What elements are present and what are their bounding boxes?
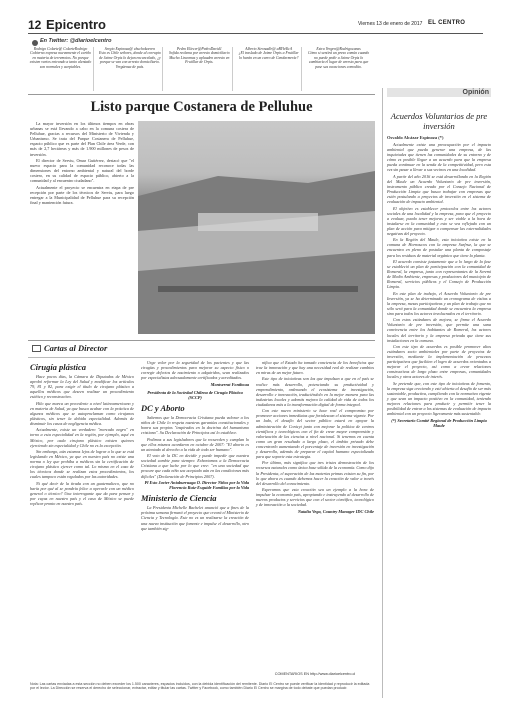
opinion-author: Osvaldo Alcázar Espinoza (*) <box>387 135 444 140</box>
letter1-title: Cirugía plástica <box>30 362 86 372</box>
letter3-body-cont <box>256 360 374 507</box>
photo-shapes <box>138 121 375 334</box>
park-photo <box>138 121 375 334</box>
header-date: Viernes 13 de enero de 2017 <box>358 21 423 27</box>
tweet-handle[interactable]: Rodrigo Colarte@ ColarteRodrigo <box>33 47 88 51</box>
cartas-rule-top <box>28 340 375 341</box>
header-rule <box>28 33 483 34</box>
tweet-text: Esto es Chile señores, donde al corrupto de Jaime Orpis lo dejan encarcelado, ¿y porque se van con arresto domiciliario. Vergüenza de país. <box>99 51 161 69</box>
paragraph: Actualmente el proyecto se encuentra en etapa de pre recepción por parte de los técnicos de Serviu, para luego entregar a la Municipalidad de Pelluhue para su recepción final y mantención futura. <box>30 184 134 205</box>
envelope-icon <box>32 345 41 352</box>
letter1-body <box>30 374 134 506</box>
twitter-strip <box>28 37 375 92</box>
paragraph: En este plan de trabajo, el Acuerdo Voluntario de pre Inversión, ya se ha determinado un cronograma de visitas a la empresa, mesas participativas y un plan de trabajo que no sólo será para la comunidad donde se encuentra la empresa sino para todos los actores involucrados en el territorio. <box>387 290 491 316</box>
twitter-label: En Twitter: @diarioelcentro <box>40 38 112 44</box>
paragraph: La mayor inversión en los últimos tiempos en obras urbanas se está llevando a cabo en la comuna costera de Pelluhue, gracias a recursos del Ministerio de Vivienda y Urbanismo. Se trata del Parque Costanera de Pelluhue, espacio público que es parte del Plan Chile área Verde, con más de 2,7 hectáreas y más de 1.900 millones de pesos de inversión. <box>30 121 134 157</box>
paragraph: Actualmente, existe un verdadero "mercado negro" en torno a esta especialidad en la región, por ejemplo, aquí en México, por cada cirujano plástico existen quienes ejerciendo sin especialidad y Chile no es la excepción. <box>30 427 134 448</box>
paragraph: Sin embargo, aún estamos lejos de lograr a lo que se está legislando en México, ya que en nuestro país no existe una norma o ley que prohíba a médicos sin la certificación de cirujano plástico ejercer como tal. Lo mismo en el caso de los técnicos donde se realizan estos procedimientos, los cuales tampoco están regulados por las autoridades. <box>30 448 134 480</box>
paragraph: Con este nuevo ministerio se hace real el compromiso por promover acciones inmediatas que fortalezcan el sistema vigente. Por un lado, el desafío del sector público estará en apoyar la administración de Conicyt junto con mejorar la política de centros científicos y tecnológicos con el fin de crear mayor comprensión y valorización de las ciencias a nivel nacional. Si tenemos en cuenta como un gran resultado a largo plazo, el ámbito privado debe concentrarlo aumentando el porcentaje de inversión en investigación y desarrollo, además de preparar el capital humano especializado para que soporte esta estrategia. <box>256 408 374 460</box>
tweet <box>236 47 302 91</box>
tweet-list <box>28 47 375 92</box>
paragraph: Se pretende que, con este tipo de iniciativas de fomento, la empresa siga creciendo y esté abierta al desafío de ser más sustentable, productiva, cumpliendo con la normativa vigente y que sean un impacto positivo en la comunidad, teniendo mejores relaciones para producir y permitir tener la posibilidad de entrar a los sistemas de evaluación de impacto ambiental con un proyecto ligeramente más sustentable. <box>387 380 491 417</box>
paragraph: El acuerdo consiste justamente que a lo largo de la fase se estableció un plan de participación con la comunidad de Romeral, la empresa, junto con representantes de la Seremi de Medio Ambiente, empresas y productores del municipio de Romeral, servicios públicos y el Consejo de Producción Limpia. <box>387 258 491 290</box>
paragraph: En la Región del Maule, esta iniciativa existe en la comuna de Hornoucos con la empresa Surfruz, la que se encuentra en pleno de postular una planta de compostaje para los residuos de material orgánico que tiene la planta. <box>387 237 491 258</box>
opinion-signature: (*) Secretario Comité Regional de Producción Limpia Maule <box>391 417 487 428</box>
paragraph: Sabemos que la Democracia Cristiana pueda valorar a los niños de Chile lo respeta nuestras garantías constitucionales y honra sus propios "inspirados en la doctrina del humanismo cristiano". Su Declaración de Principios así lo establece. <box>141 415 249 436</box>
tweet-text: ¿El traslado de Jaime Orpis a Frutillar lo harán en un carro de Gendarmería? <box>238 51 299 60</box>
paragraph: El objetivo es establecer protocolos entre los actores sociales de una localidad y la empresa, para que el proyecto a evaluar, pueda tener mejoras y ser viable a la hora de instalarse en la comunidad y esto se vea reflejado con un plan de acción para mitigar o compensar las externalidades negativas del proyecto. <box>387 205 491 236</box>
opinion-title: Acuerdos Voluntarios de pre inversión <box>390 111 488 131</box>
tweet <box>28 47 94 91</box>
paragraph: Pedimos a sus legisladores que la recuerden y cumplan lo que ellos mismos acordaron en octubre de 2007: "El aborto es un atentado al derecho a la vida de todo ser humano". <box>141 436 249 452</box>
letter3-body <box>141 505 249 530</box>
opinion-column <box>382 88 491 698</box>
letter2-title: DC y Aborto <box>141 403 185 414</box>
feature-body <box>30 121 134 336</box>
paragraph: Hace pocos días, la Cámara de Diputados de México aprobó reformar la Ley del Salud y modificar los artículos 79, 81 y 82, para exigir el título de cirujano plástico a aquellos médicos que deseen realizar un procedimiento estético y reconstructivo. <box>30 374 134 400</box>
section-title: Epicentro <box>46 17 106 32</box>
paragraph: Esperamos que esta creación sea un ejemplo a la hora de impulsar la economía país, apropiando e instruyendo al desarrollo de nuevos productos y servicios que con el sector científico, tecnológico y de innovación a la sociedad. <box>256 487 374 508</box>
opinion-label: Opinión <box>387 88 491 97</box>
paragraph: Este tipo de iniciativas son las que impulsan a que en el país se realice más desarrollo, potenciando su productividad y emprendimiento, ordenando el ecosistema de investigación, desarrollo e innovación, traduciéndolo en la mejor manera para las industrias locales y además mejora la calidad de vida de todos los ciudadanos más a la transformación digital de forma integral. <box>256 376 374 407</box>
header-paper: EL CENTRO <box>428 20 466 26</box>
paragraph: Por último, más significa que tres tristes demostración de los recursos naturales como única base sólida de la economía. Como dijo la Presidenta, el superación de las materias primas existen su fin, por lo que ahora es cuando debemos hacer la creación de valor a través del desarrollo del conocimiento. <box>256 460 374 486</box>
tweet-handle[interactable]: Pedro Eliecer@PedroDavid1 <box>176 47 222 51</box>
letter2-body <box>141 415 249 479</box>
tweet-handle[interactable]: Sergio Espinoza@ chuchokoeren <box>104 47 156 51</box>
feature-title: Listo parque Costanera de Pelluhue <box>90 99 313 115</box>
letter1-signature: Montserrat Fontboua <box>210 381 249 387</box>
tweet-text: Gobierno expresa nuevamente el cariño en materia de terremotos. No porque existen varios entrando a tanto alentado son normales y aceptables. <box>29 51 92 69</box>
cartas-col-3 <box>256 360 374 665</box>
paragraph: A partir del año 2016 se está desarrollando en la Región del Maule un Acuerdo Voluntario de pre inversión, instrumento público creado por el Consejo Nacional de Producción Limpia que busca trabajar con empresas que estén postulando a proyectos de inversión en el sistema de evaluación de impacto ambiental. <box>387 173 491 205</box>
paragraph: La Presidenta Michelle Bachelet anunció que a fines de la próxima semana firmará el proyecto que creará el Ministerio de Ciencia y Tecnología. Este no es un realizarse la creación de una nueva institución que fomente e impulse el desarrollo, otro que también sig- <box>141 505 249 531</box>
paragraph: Urge velar por la seguridad de los pacientes y que las cirugías y procedimientos para mejorar su aspecto físico o corregir defectos de nacimiento o adquiridos, sean realizados por especialistas adecuadamente certificados y acreditados. <box>141 360 249 381</box>
paragraph: Con este tipo de acuerdos es posible promover altos estándares socio ambientales por parte de proyectos de inversión, mediante la implementación de procesos participativos que faciliten el logro de acuerdos orientados a mejorar el proyecto, así como a crear relaciones constructivas de largo plazo entre empresas, comunidades locales y otros actores de interés. <box>387 343 491 380</box>
tweet-text: Cómo si sentirá un preso común cuando no puede pedir a Jaime Orpis lo cambiaría el lugar de arresto para que pase sus vacaciones comodito. <box>307 51 370 69</box>
paragraph: Actualmente existe una preocupación por el impacto ambiental que pueda generar una empresa, de las inquietudes que tienen las comunidades de su entorno y de cómo es posible llegar a un acuerdo para que la empresa pueda continuar en la senda de la competitividad, pero esta vez sin pasar a llevar a sus vecinos en una localidad. <box>387 142 491 173</box>
tweet <box>167 47 233 91</box>
tweet-handle[interactable]: Estra Vergen@Rodrigocanas <box>316 47 361 51</box>
letter3-signature: Natalia Vega, Country Manager IDC Chile <box>297 508 374 514</box>
paragraph: nifica que el Estado ha tomado conciencia de los beneficios que trae la innovación y que hay una necesidad real de realizar cambios en miras de un mejor futuro. <box>256 360 374 376</box>
footnote: Nota: Las cartas enviadas a esta sección no deben exceder los 1.500 caracteres, espacios incluidos, con la debida identificación del remitente. Diario El Centro se puede verificar la identidad y reproducir la editada por el lector. La Dirección se reserva el derecho de seleccionar, extractar, editar y titular las cartas. Twitter y Facebook, como también Diario El Centro se margina de todo debate que puedan producir. <box>30 682 370 691</box>
page-number: 12 <box>28 18 42 32</box>
paragraph: Ni qué decir de la tirada con un guatemalteco, que no haría por qué al se pondría felice a operarle con un médico general o técnico? Una interrogante que da para pensar y por cuyas en nuestro país y el caso de México se puede replicar pronto en nuestro país. <box>30 480 134 506</box>
tweet <box>306 47 372 91</box>
tweet-text: Sofida reclama por arresto domiciliario Mucho Lincomas y aplauden arresto en Frutillar de Orpis. <box>168 51 230 65</box>
tweet <box>97 47 163 91</box>
tweet-handle[interactable]: Alberto Stronadle@ aBYbAlcA <box>245 47 293 51</box>
paragraph: El voto de la DC en decidir y puede impedir que nuestra sociedad cambie para siempre. Exhortamos a la Democracia Cristiana a que luche por lo que cree: "en una sociedad que procure que cada niño sea aceptado aún en las condiciones más difíciles" (Declaración de Principios 2007). <box>141 453 249 479</box>
paragraph: Hilo que marca un precedente a nivel latinoamericano y en materia de Salud, ya que busca acabar con la práctica de algunos médicos que se autoproclaman como cirujanos plásticos, sin tener la debida especialidad. Además de disminuir los casos de negligencia médica. <box>30 400 134 427</box>
cartas-rule-bottom <box>28 357 375 358</box>
twitter-icon <box>32 40 38 46</box>
cartas-header <box>28 343 375 355</box>
cartas-col-2 <box>141 360 249 680</box>
opinion-body <box>387 142 491 416</box>
comentarios-link[interactable]: COMENTARIOS EN http://www.diarioelcentro.cl <box>274 672 356 676</box>
letter2-signature: Pl Esto Javier Aniaburruaga O. Director Niños por la Vida Florencia Ruiz-Esquide Familias por la Vida <box>144 479 249 491</box>
letter3-title: Ministerio de Ciencia <box>141 493 217 504</box>
cartas-label: Cartas al Director <box>44 343 108 353</box>
page-header <box>28 18 483 32</box>
letter1-body-cont <box>141 360 249 380</box>
paragraph: Con estos estándares de mejora, se firma el Acuerdo Voluntario de pre inversión, que permite una sana convivencia entre los habitantes de Romeral, los actores locales del territorio y la empresa privada que tiene sus instalaciones en la comuna. <box>387 317 491 343</box>
twitter-rule <box>28 94 375 95</box>
paragraph: El director de Serviu, Omar Gutiérrez, destacó que "el nuevo espacio para la comunidad reconoce todas las dimensiones del entorno ambiental y natural del borde costero, en su calidad de espacio público, abierto a la comunidad y al encuentro ciudadano". <box>30 157 134 184</box>
cartas-col-1 <box>30 360 134 680</box>
letter1-signature-role: Presidenta de la Sociedad Chilena de Cirugía Plástica (SCCP) <box>147 389 243 400</box>
